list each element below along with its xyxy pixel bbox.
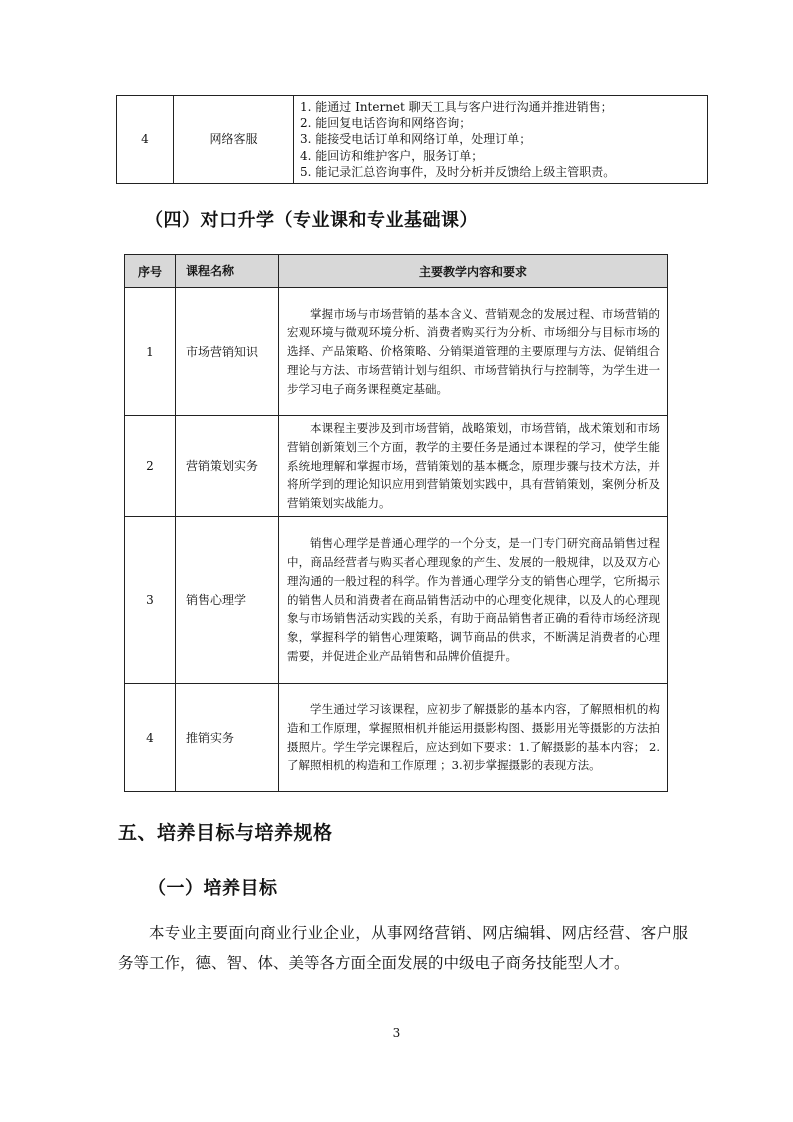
row-number: 4 [117, 96, 174, 184]
duty-item: 2. 能回复电话咨询和网络咨询； [300, 116, 472, 131]
table-row [125, 288, 668, 416]
course-name: 推销实务 [176, 684, 279, 792]
duty-item: 3. 能接受电话订单和网络订单，处理订单； [300, 132, 532, 147]
page-number: 3 [392, 1026, 401, 1040]
course-description [279, 288, 668, 416]
row-number: 2 [125, 416, 176, 517]
duty-item: 4. 能回访和维护客户，服务订单； [300, 148, 484, 163]
row-number: 4 [125, 684, 176, 792]
course-description [279, 517, 668, 684]
table-row [125, 416, 668, 517]
duty-list [294, 96, 708, 184]
description-text: 销售心理学是普通心理学的一个分支，是一门专门研究商品销售过程中，商品经营者与购买者心理现象的产生、发展的一般规律，以及双方心理沟通的一般过程的科学。作为普通心理学分支的销售心理学，它所揭示的销售人员和消费者在商品销售活动中的心理变化规律，以及人的心理现象与市场销售活动实践的关系，有助于商品销售者正确的看待市场经济现象，掌握科学的销售心理策略，调节商品的供求，不断满足消费者的心理需要，并促进企业产品销售和品牌价值提升。 [287, 536, 660, 663]
job-duty-table-continuation [116, 95, 708, 184]
header-name: 课程名称 [176, 255, 279, 288]
description-text: 学生通过学习该课程，应初步了解摄影的基本内容，了解照相机的构造和工作原理，掌握照相机并能运用摄影构图、摄影用光等摄影的方法拍摄照片。学生学完课程后，应达到如下要求：1.了解摄影的基本内容； 2.了解照相机的构造和工作原理 ；3.初步掌握摄影的表现方法。 [287, 701, 660, 773]
table-row [125, 684, 668, 792]
job-name: 网络客服 [174, 96, 294, 184]
table-header-row [125, 255, 668, 288]
row-number: 3 [125, 517, 176, 684]
course-description [279, 416, 668, 517]
section-heading: （四）对口升学（专业课和专业基础课） [145, 210, 478, 231]
table-row [125, 517, 668, 684]
course-table [124, 254, 668, 792]
header-desc: 主要教学内容和要求 [279, 255, 668, 288]
header-num: 序号 [125, 255, 176, 288]
course-description [279, 684, 668, 792]
course-name: 营销策划实务 [176, 416, 279, 517]
chapter-heading: 五、培养目标与培养规格 [118, 822, 333, 844]
course-name: 市场营销知识 [176, 288, 279, 416]
course-name: 销售心理学 [176, 517, 279, 684]
duty-item: 5. 能记录汇总咨询事件，及时分析并反馈给上级主管职责。 [300, 164, 616, 179]
table-row [117, 96, 708, 184]
goal-paragraph: 本专业主要面向商业行业企业，从事网络营销、网店编辑、网店经营、客户服务等工作，德、智、体、美等各方面全面发展的中级电子商务技能型人才。 [118, 924, 688, 972]
duty-item: 1. 能通过 Internet 聊天工具与客户进行沟通并推进销售； [300, 99, 613, 114]
subsection-heading: （一）培养目标 [148, 878, 278, 899]
description-text: 掌握市场与市场营销的基本含义、营销观念的发展过程、市场营销的宏观环境与微观环境分析、消费者购买行为分析、市场细分与目标市场的选择、产品策略、价格策略、分销渠道管理的主要原理与方法、促销组合理论与方法、市场营销计划与组织、市场营销执行与控制等，为学生进一步学习电子商务课程奠定基础。 [287, 306, 660, 396]
row-number: 1 [125, 288, 176, 416]
description-text: 本课程主要涉及到市场营销，战略策划，市场营销，战术策划和市场营销创新策划三个方面，教学的主要任务是通过本课程的学习，使学生能系统地理解和掌握市场，营销策划的基本概念，原理步骤与技术方法，并将所学到的理论知识应用到营销策划实践中，具有营销策划，案例分析及营销策划实战能力。 [287, 421, 660, 511]
